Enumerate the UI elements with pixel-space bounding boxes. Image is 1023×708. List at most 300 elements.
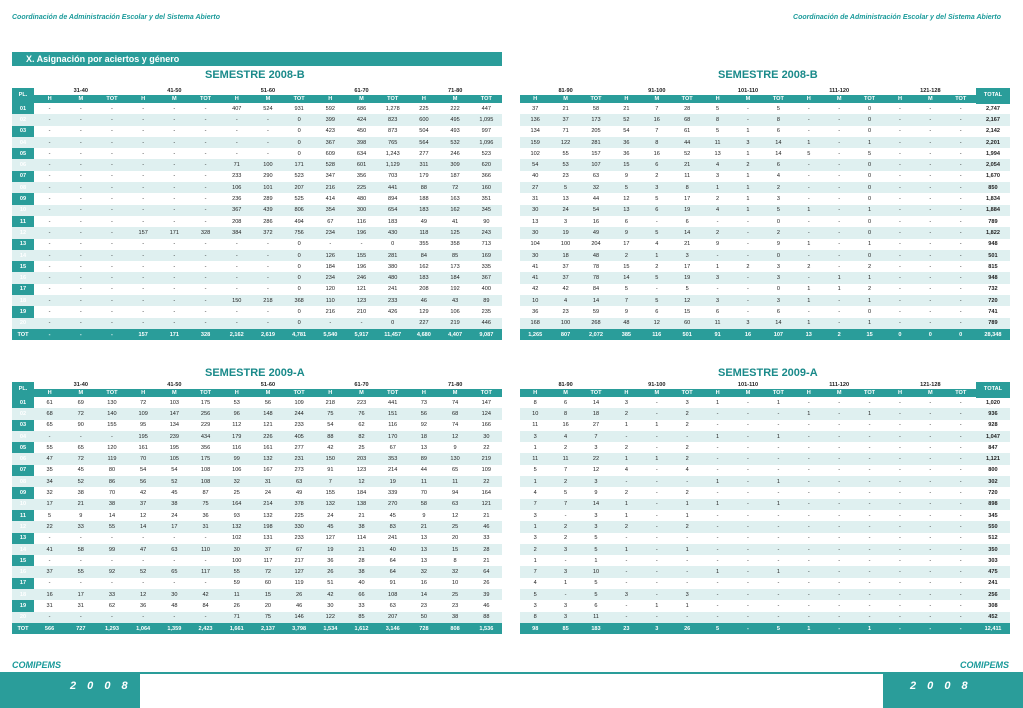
total-header: TOT <box>471 389 502 397</box>
table-cell: - <box>221 272 252 283</box>
total-header: TOT <box>284 389 315 397</box>
table-cell: - <box>625 557 628 564</box>
table-cell: - <box>48 263 51 270</box>
table-cell: - <box>763 612 793 623</box>
table-cell: - <box>885 159 915 170</box>
table-cell: - <box>899 444 901 451</box>
table-cell: 90 <box>483 218 490 225</box>
table-cell: 71 <box>221 159 252 170</box>
table-cell: 0 <box>868 105 872 112</box>
table-row <box>12 555 502 566</box>
table-cell: - <box>885 227 915 238</box>
table-cell: 452 <box>976 612 1010 623</box>
table-cell: - <box>885 612 915 623</box>
table-cell: - <box>346 318 377 329</box>
table-cell: - <box>79 557 82 564</box>
total-header: TOT <box>763 389 793 397</box>
table-cell: 63 <box>592 173 600 180</box>
table-cell: 5 <box>685 286 689 293</box>
table-cell: 110 <box>315 295 346 306</box>
table-cell: - <box>807 308 810 315</box>
men-header: H <box>315 389 346 397</box>
table-row <box>520 476 1010 487</box>
table-row <box>520 137 1010 148</box>
table-cell: - <box>854 544 884 555</box>
table-cell: 37 <box>128 499 159 510</box>
table-cell: - <box>794 612 824 623</box>
table-cell: - <box>959 150 962 157</box>
table-cell: 56 <box>264 399 272 406</box>
men-header: H <box>611 389 641 397</box>
table-cell: 109 <box>481 467 492 474</box>
table-cell: - <box>111 580 113 587</box>
table-cell: 207 <box>377 612 408 623</box>
table-cell: 62 <box>108 602 116 609</box>
table-cell: 4 <box>550 431 580 442</box>
table-cell: - <box>807 196 810 203</box>
table-cell: 13 <box>12 239 34 250</box>
table-cell: - <box>267 128 269 135</box>
table-cell: 195 <box>169 444 180 451</box>
table-row <box>12 476 502 487</box>
table-cell: 601 <box>346 159 377 170</box>
table-cell: - <box>794 182 824 193</box>
table-cell: 52 <box>684 150 691 157</box>
table-cell: 894 <box>388 196 398 203</box>
table-cell: - <box>79 308 82 315</box>
table-cell: - <box>747 535 749 542</box>
table-cell: 179 <box>419 173 429 180</box>
table-cell: - <box>838 150 841 157</box>
table-cell: - <box>142 580 145 587</box>
table-cell: - <box>868 535 871 542</box>
table-cell: - <box>929 580 932 587</box>
table-cell: 14 <box>581 295 611 306</box>
table-cell: 223 <box>356 399 367 406</box>
table-cell: - <box>915 205 945 216</box>
table-cell: - <box>777 557 780 564</box>
table-cell: 78 <box>592 263 600 270</box>
total-header: TOT <box>96 389 127 397</box>
table-cell: 91 <box>702 329 732 340</box>
table-cell: - <box>929 241 932 248</box>
table-row <box>520 272 1010 283</box>
table-cell: 226 <box>252 431 283 442</box>
table-cell: - <box>173 286 176 293</box>
table-row <box>12 533 502 544</box>
table-cell: - <box>128 272 159 283</box>
table-cell: - <box>190 295 221 306</box>
table-cell: 246 <box>346 272 377 283</box>
table-cell: 234 <box>315 272 346 283</box>
table-cell: 1 <box>854 272 884 283</box>
table-cell: 02 <box>12 408 34 419</box>
women-header: M <box>550 389 580 397</box>
table-row <box>520 431 1010 442</box>
table-row <box>12 431 502 442</box>
table-cell: - <box>929 173 932 180</box>
table-cell: - <box>946 612 976 623</box>
table-cell: - <box>111 218 113 225</box>
table-cell: - <box>716 535 719 542</box>
table-cell: 56 <box>128 476 159 487</box>
table-cell: - <box>777 422 780 429</box>
table-cell: 11 <box>520 453 550 464</box>
table-cell: 5 <box>611 182 641 193</box>
table-cell: - <box>252 114 283 125</box>
table-cell: - <box>159 612 190 623</box>
table-row <box>520 182 1010 193</box>
table-cell: 1,020 <box>976 397 1010 408</box>
totals-row <box>520 329 1010 340</box>
table-row <box>520 318 1010 329</box>
table-cell: 7 <box>520 499 550 510</box>
table-row <box>12 453 502 464</box>
table-cell: 33 <box>483 535 490 542</box>
table-cell: 41 <box>34 544 65 555</box>
table-cell: 208 <box>419 286 429 293</box>
table-cell: - <box>96 227 127 238</box>
table-cell: - <box>915 453 945 464</box>
table-cell: - <box>733 431 763 442</box>
table-cell: 1,359 <box>159 623 190 634</box>
table-cell: - <box>142 150 145 157</box>
column-group-header: 91-100 <box>611 382 702 389</box>
table-cell: - <box>716 512 719 519</box>
table-cell: 1,243 <box>385 150 400 157</box>
table-cell: 3 <box>564 602 568 609</box>
table-cell: 1 <box>746 196 750 203</box>
table-cell: 2,619 <box>252 329 283 340</box>
table-cell: 11 <box>684 173 691 180</box>
table-cell: 183 <box>408 272 439 283</box>
table-cell: - <box>48 535 51 542</box>
table-cell: - <box>159 205 190 216</box>
table-row <box>12 159 502 170</box>
table-cell: 1,293 <box>96 623 127 634</box>
table-cell: 63 <box>440 499 471 510</box>
table-cell: - <box>96 272 127 283</box>
table-cell: 10 <box>451 580 459 587</box>
table-cell: 155 <box>325 490 335 497</box>
total-header: TOT <box>581 95 611 103</box>
table-cell: - <box>204 308 207 315</box>
table-cell: 44 <box>592 196 600 203</box>
table-cell: 205 <box>591 128 601 135</box>
table-cell: 1 <box>854 318 884 329</box>
table-cell: - <box>885 544 915 555</box>
table-cell: 2 <box>733 159 763 170</box>
table-cell: - <box>747 602 749 609</box>
table-cell: - <box>79 105 82 112</box>
table-cell: 931 <box>294 105 304 112</box>
table-cell: - <box>824 250 854 261</box>
table-cell: - <box>642 566 672 577</box>
table-cell: - <box>655 490 658 497</box>
table-cell: 2,142 <box>976 126 1010 137</box>
table-cell: 93 <box>233 512 240 519</box>
table-cell: 8 <box>642 137 672 148</box>
table-cell: 3 <box>611 589 641 600</box>
table-cell: - <box>611 431 641 442</box>
table-cell: 439 <box>252 205 283 216</box>
table-cell: 05 <box>12 148 34 159</box>
women-header: M <box>346 95 377 103</box>
table-cell: 41 <box>451 218 459 225</box>
table-cell: 246 <box>450 150 460 157</box>
table-cell: 05 <box>12 442 34 453</box>
table-cell: 48 <box>611 318 641 329</box>
header-left-text: Coordinación de Administración Escolar y del Sistema Abierto <box>12 14 220 21</box>
table-cell: 21 <box>623 105 630 112</box>
table-cell: 17 <box>684 196 691 203</box>
table-cell: - <box>34 114 65 125</box>
table-cell: - <box>65 114 96 125</box>
table-cell: 5,917 <box>346 329 377 340</box>
table-cell: - <box>48 580 51 587</box>
table-cell: 162 <box>440 205 471 216</box>
table-cell: 120 <box>107 444 117 451</box>
table-cell: - <box>159 114 190 125</box>
women-header: M <box>642 95 672 103</box>
table-cell: 523 <box>294 173 304 180</box>
men-header: H <box>221 389 252 397</box>
table-cell: - <box>929 490 932 497</box>
column-group-header: 31-40 <box>34 88 128 95</box>
table-cell: - <box>899 286 901 293</box>
table-cell: - <box>747 286 749 293</box>
table-cell: 14 <box>763 137 793 148</box>
totals-row <box>12 329 502 340</box>
table-cell: - <box>733 408 763 419</box>
table-cell: 147 <box>159 408 190 419</box>
table-cell: 20 <box>12 318 34 329</box>
table-cell: 231 <box>284 453 315 464</box>
table-cell: 12 <box>623 196 630 203</box>
table-cell: 54 <box>327 422 334 429</box>
table-cell: 5 <box>550 182 580 193</box>
table-cell: 17 <box>34 499 65 510</box>
table-row <box>12 397 502 408</box>
table-cell: 107 <box>581 159 611 170</box>
table-cell: 5 <box>594 535 598 542</box>
table-cell: - <box>777 444 780 451</box>
table-cell: 1 <box>854 205 884 216</box>
table-cell: - <box>885 137 915 148</box>
table-cell: 55 <box>65 566 96 577</box>
table-cell: - <box>79 128 82 135</box>
table-cell: 948 <box>976 239 1010 250</box>
table-cell: 42 <box>190 589 221 600</box>
column-group-header: 41-50 <box>128 382 222 389</box>
table-cell: - <box>96 431 127 442</box>
table-cell: 3 <box>763 295 793 306</box>
table-cell: 31 <box>532 196 539 203</box>
table-cell: 356 <box>356 173 367 180</box>
table-cell: 15 <box>684 308 691 315</box>
table-cell: - <box>885 566 915 577</box>
table-cell: - <box>733 566 763 577</box>
table-cell: - <box>173 241 176 248</box>
total-header: TOT <box>377 389 408 397</box>
table-cell: 32 <box>221 476 252 487</box>
table-cell: - <box>625 580 628 587</box>
table-row <box>12 499 502 510</box>
table-cell: - <box>128 182 159 193</box>
column-group-header: 51-60 <box>221 382 315 389</box>
table-cell: 1 <box>794 318 824 329</box>
table-cell: 108 <box>190 476 221 487</box>
table-cell: 1 <box>642 250 672 261</box>
table-cell: - <box>48 196 51 203</box>
column-group-header: 111-120 <box>794 382 885 389</box>
table-cell: 384 <box>221 227 252 238</box>
table-cell: 281 <box>377 250 408 261</box>
table-cell: 241 <box>388 286 398 293</box>
table-cell: 122 <box>315 612 346 623</box>
women-header: M <box>915 389 945 397</box>
table-cell: - <box>838 308 841 315</box>
table-cell: 47 <box>34 453 65 464</box>
table-cell: 808 <box>440 623 471 634</box>
table-cell: 7 <box>611 295 641 306</box>
women-header: M <box>733 389 763 397</box>
table-cell: 84 <box>202 602 209 609</box>
table-row <box>520 148 1010 159</box>
men-header: H <box>408 95 439 103</box>
table-cell: 21 <box>65 499 96 510</box>
table-cell: - <box>190 159 221 170</box>
table-cell: 4,781 <box>284 329 315 340</box>
table-cell: - <box>733 250 763 261</box>
table-cell: 0 <box>854 250 884 261</box>
table-row <box>520 397 1010 408</box>
table-cell: 3 <box>702 272 732 283</box>
table-row <box>520 114 1010 125</box>
table-cell: - <box>929 399 932 406</box>
table-cell: 31 <box>190 521 221 532</box>
table-cell: 447 <box>481 105 492 112</box>
table-cell: - <box>899 490 901 497</box>
table-cell: 0 <box>946 329 976 340</box>
table-cell: 720 <box>976 487 1010 498</box>
table-cell: 184 <box>440 272 471 283</box>
table-cell: - <box>885 182 915 193</box>
table-cell: - <box>34 205 65 216</box>
table-cell: 13 <box>408 544 439 555</box>
column-group-header: 101-110 <box>702 88 793 95</box>
table-cell: 11 <box>12 216 34 227</box>
table-cell: 815 <box>976 261 1010 272</box>
table-cell: 171 <box>159 227 190 238</box>
table-cell: 26 <box>672 623 702 634</box>
table-cell: - <box>716 602 719 609</box>
footer-brand-right: COMIPEMS <box>959 660 1009 670</box>
table-cell: 3 <box>581 476 611 487</box>
table-cell: - <box>96 295 127 306</box>
table-cell: - <box>747 512 749 519</box>
table-cell: 86 <box>96 476 127 487</box>
table-cell: - <box>128 295 159 306</box>
table-cell: - <box>34 227 65 238</box>
table-cell: - <box>824 612 854 623</box>
table-cell: - <box>807 557 810 564</box>
table-cell: 0 <box>297 241 301 248</box>
table-cell: - <box>915 499 945 510</box>
table-cell: 55 <box>221 566 252 577</box>
table-cell: 68 <box>672 114 702 125</box>
table-cell: 24 <box>327 512 334 519</box>
table-cell: 2 <box>655 263 659 270</box>
table-cell: - <box>315 318 346 329</box>
table-cell: - <box>824 227 854 238</box>
table-cell: 2,072 <box>581 329 611 340</box>
table-cell: 1 <box>763 499 793 510</box>
table-cell: 3 <box>581 521 611 532</box>
table-cell: 36 <box>532 308 539 315</box>
table-cell: 23 <box>562 308 569 315</box>
table-cell: 15 <box>252 589 283 600</box>
table-cell: 7 <box>655 128 659 135</box>
table-cell: 33 <box>96 589 127 600</box>
table-cell: - <box>642 521 672 532</box>
table-cell: - <box>868 580 871 587</box>
table-cell: 12 <box>12 521 34 532</box>
table-cell: 480 <box>356 196 367 203</box>
table-cell: - <box>733 544 763 555</box>
table-cell: 160 <box>471 182 502 193</box>
table-cell: - <box>96 159 127 170</box>
table-cell: 38 <box>159 499 190 510</box>
table-cell: - <box>173 218 176 225</box>
table-cell: 8 <box>453 557 457 564</box>
table-cell: - <box>946 566 976 577</box>
table-cell: - <box>702 589 732 600</box>
table-cell: - <box>959 444 962 451</box>
table-cell: 203 <box>346 453 377 464</box>
table-cell: 183 <box>581 623 611 634</box>
table-cell: - <box>733 272 763 283</box>
table-cell: 49 <box>296 490 303 497</box>
table-cell: - <box>79 535 82 542</box>
table-cell: - <box>733 623 763 634</box>
table-cell: 23 <box>420 602 428 609</box>
table-cell: 12 <box>592 467 600 474</box>
table-cell: - <box>959 535 962 542</box>
column-group-header: 61-70 <box>315 88 409 95</box>
total-header: TOT <box>672 95 702 103</box>
footer-year-right: 2 0 0 8 <box>910 680 972 692</box>
table-cell: 118 <box>408 227 439 238</box>
table-cell: 356 <box>200 444 211 451</box>
table-row <box>12 420 502 431</box>
table-cell: - <box>716 467 719 474</box>
table-cell: - <box>65 137 96 148</box>
table-cell: - <box>747 467 749 474</box>
table-cell: - <box>824 566 854 577</box>
table-cell: 12 <box>672 295 702 306</box>
table-cell: - <box>946 137 976 148</box>
table-cell: 110 <box>190 544 221 555</box>
table-cell: 103 <box>169 399 180 406</box>
table-cell: 91 <box>327 467 334 474</box>
table-cell: 91 <box>389 580 396 587</box>
table-cell: 0 <box>854 227 884 238</box>
table-cell: - <box>807 512 810 519</box>
table-cell: - <box>899 105 901 112</box>
table-cell: 13 <box>420 557 428 564</box>
table-cell: 157 <box>128 329 159 340</box>
